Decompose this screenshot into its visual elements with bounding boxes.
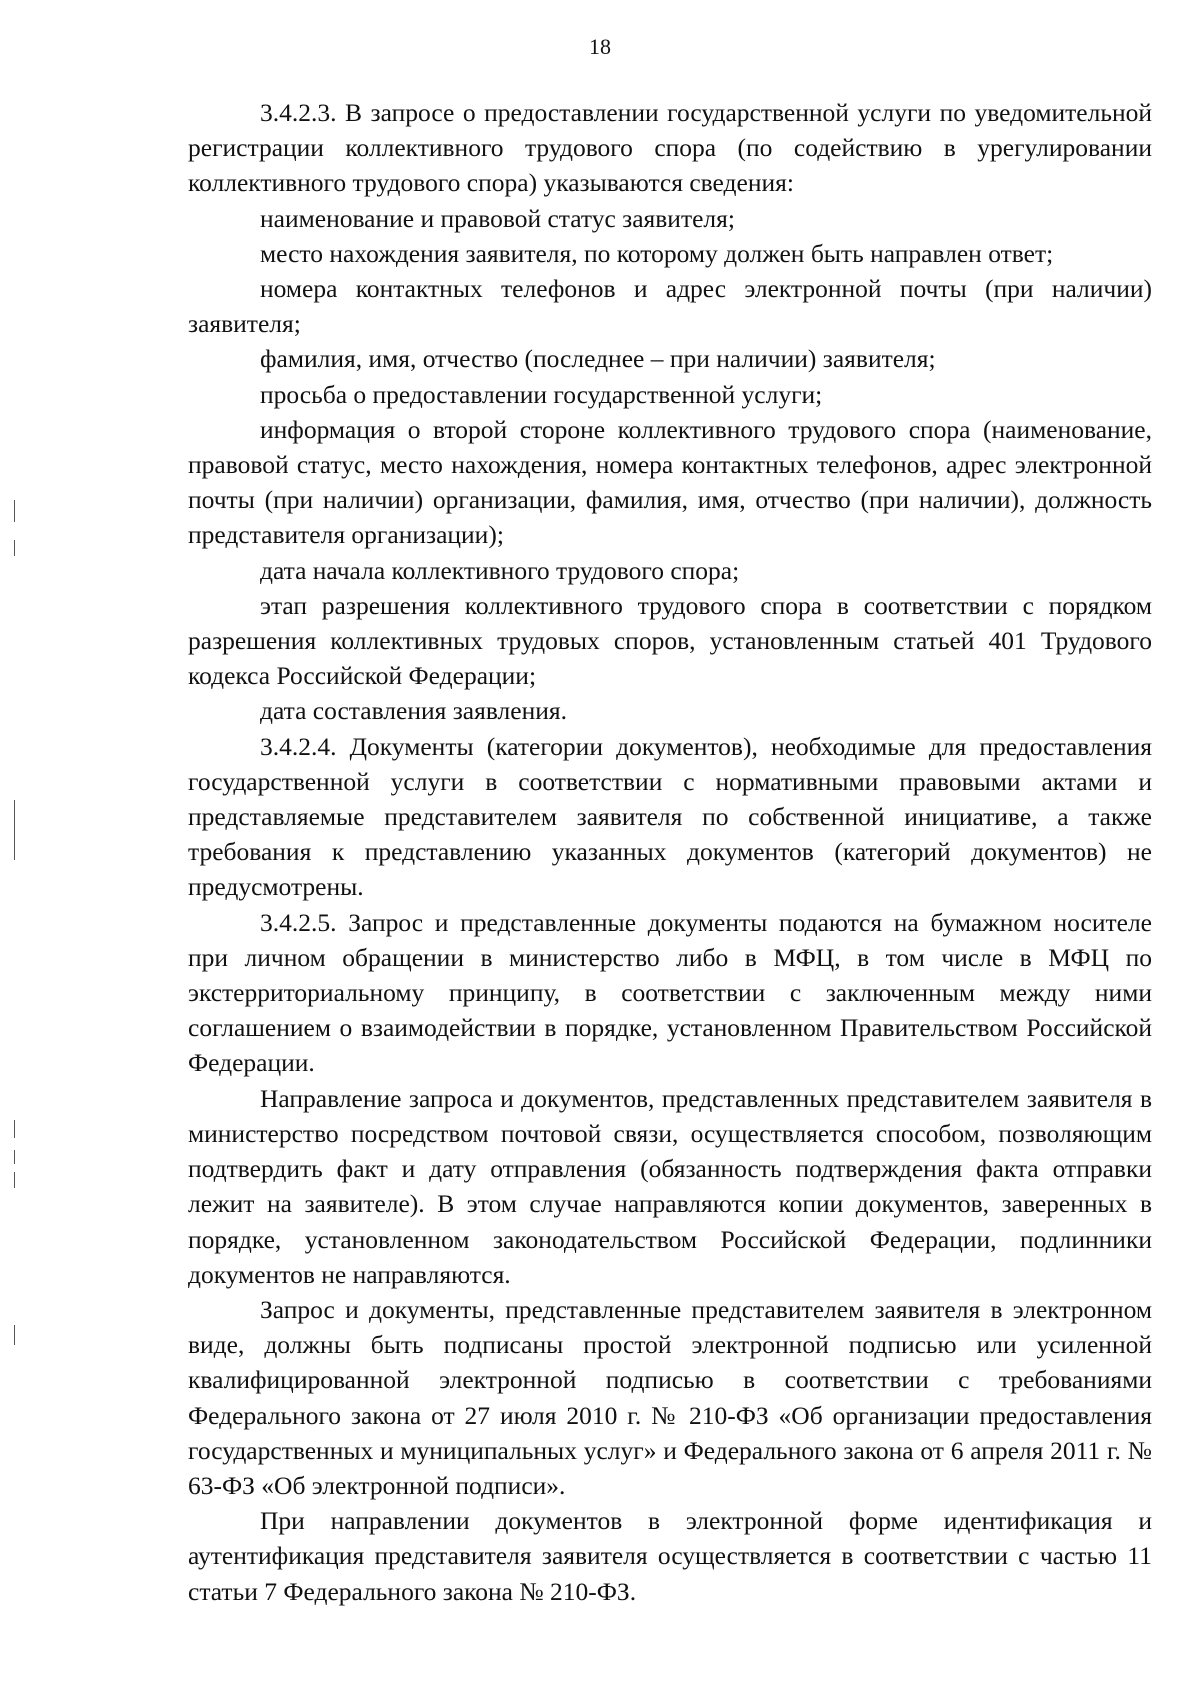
scan-margin-mark bbox=[14, 540, 15, 556]
list-item: наименование и правовой статус заявителя; bbox=[260, 203, 735, 233]
scan-margin-mark bbox=[14, 1150, 15, 1164]
scan-margin-mark bbox=[14, 1172, 15, 1188]
list-item: фамилия, имя, отчество (последнее – при наличии) заявителя; bbox=[260, 344, 936, 374]
scan-margin-mark bbox=[14, 1120, 15, 1138]
paragraph: Направление запроса и документов, представленных представителем заявителя в министерство посредством почтовой связи, осуществляется способом, позволяющим подтвердить факт и дату отправления (обязанность подтверждения факта отправки лежит на заявителе). В этом случае направляются копии документов, заверенных в порядке, установленном законодательством Российской Федерации, подлинники документов не направляются. bbox=[188, 1083, 1152, 1289]
list-item: информация о второй стороне коллективного трудового спора (наименование, правовой статус, место нахождения, номера контактных телефонов, адрес электронной почты (при наличии) организации, фамилия, имя, отчество (при наличии), должность представителя организации); bbox=[188, 414, 1152, 550]
list-item: дата начала коллективного трудового спора; bbox=[260, 555, 740, 585]
document-body bbox=[188, 95, 1152, 1609]
paragraph: При направлении документов в электронной форме идентификация и аутентификация представителя заявителя осуществляется в соответствии с частью 11 статьи 7 Федерального закона № 210-ФЗ. bbox=[188, 1506, 1152, 1606]
list-item: место нахождения заявителя, по которому должен быть направлен ответ; bbox=[260, 238, 1054, 268]
list-item: просьба о предоставлении государственной услуги; bbox=[260, 379, 823, 409]
scan-margin-mark bbox=[14, 500, 15, 522]
scan-margin-mark bbox=[14, 800, 15, 860]
scan-margin-mark bbox=[14, 1325, 15, 1345]
list-item: этап разрешения коллективного трудового спора в соответствии с порядком разрешения коллективных трудовых споров, установленным статьей 401 Трудового кодекса Российской Федерации; bbox=[188, 590, 1152, 691]
paragraph: 3.4.2.5. Запрос и представленные документы подаются на бумажном носителе при личном обращении в министерство либо в МФЦ, в том числе в МФЦ по экстерриториальному принципу, в соответствии с заключенным между ними соглашением о взаимодействии в порядке, установленном Правительством Российской Федерации. bbox=[188, 907, 1152, 1078]
list-item: номера контактных телефонов и адрес электронной почты (при наличии) заявителя; bbox=[188, 274, 1152, 339]
list-item: дата составления заявления. bbox=[260, 696, 567, 726]
paragraph: 3.4.2.3. В запросе о предоставлении государственной услуги по уведомительной регистрации коллективного трудового спора (по содействию в урегулировании коллективного трудового спора) указываются сведения: bbox=[188, 98, 1152, 198]
paragraph: 3.4.2.4. Документы (категории документов), необходимые для предоставления государственной услуги в соответствии с нормативными правовыми актами и представляемые представителем заявителя по собственной инициативе, а также требования к представлению указанных документов (категорий документов) не предусмотрены. bbox=[188, 731, 1152, 902]
paragraph: Запрос и документы, представленные представителем заявителя в электронном виде, должны быть подписаны простой электронной подписью или усиленной квалифицированной электронной подписью в соответствии с требованиями Федерального закона от 27 июля 2010 г. № 210-ФЗ «Об организации предоставления государственных и муниципальных услуг» и Федерального закона от 6 апреля 2011 г. № 63-ФЗ «Об электронной подписи». bbox=[188, 1294, 1152, 1500]
page-number: 18 bbox=[589, 34, 611, 59]
